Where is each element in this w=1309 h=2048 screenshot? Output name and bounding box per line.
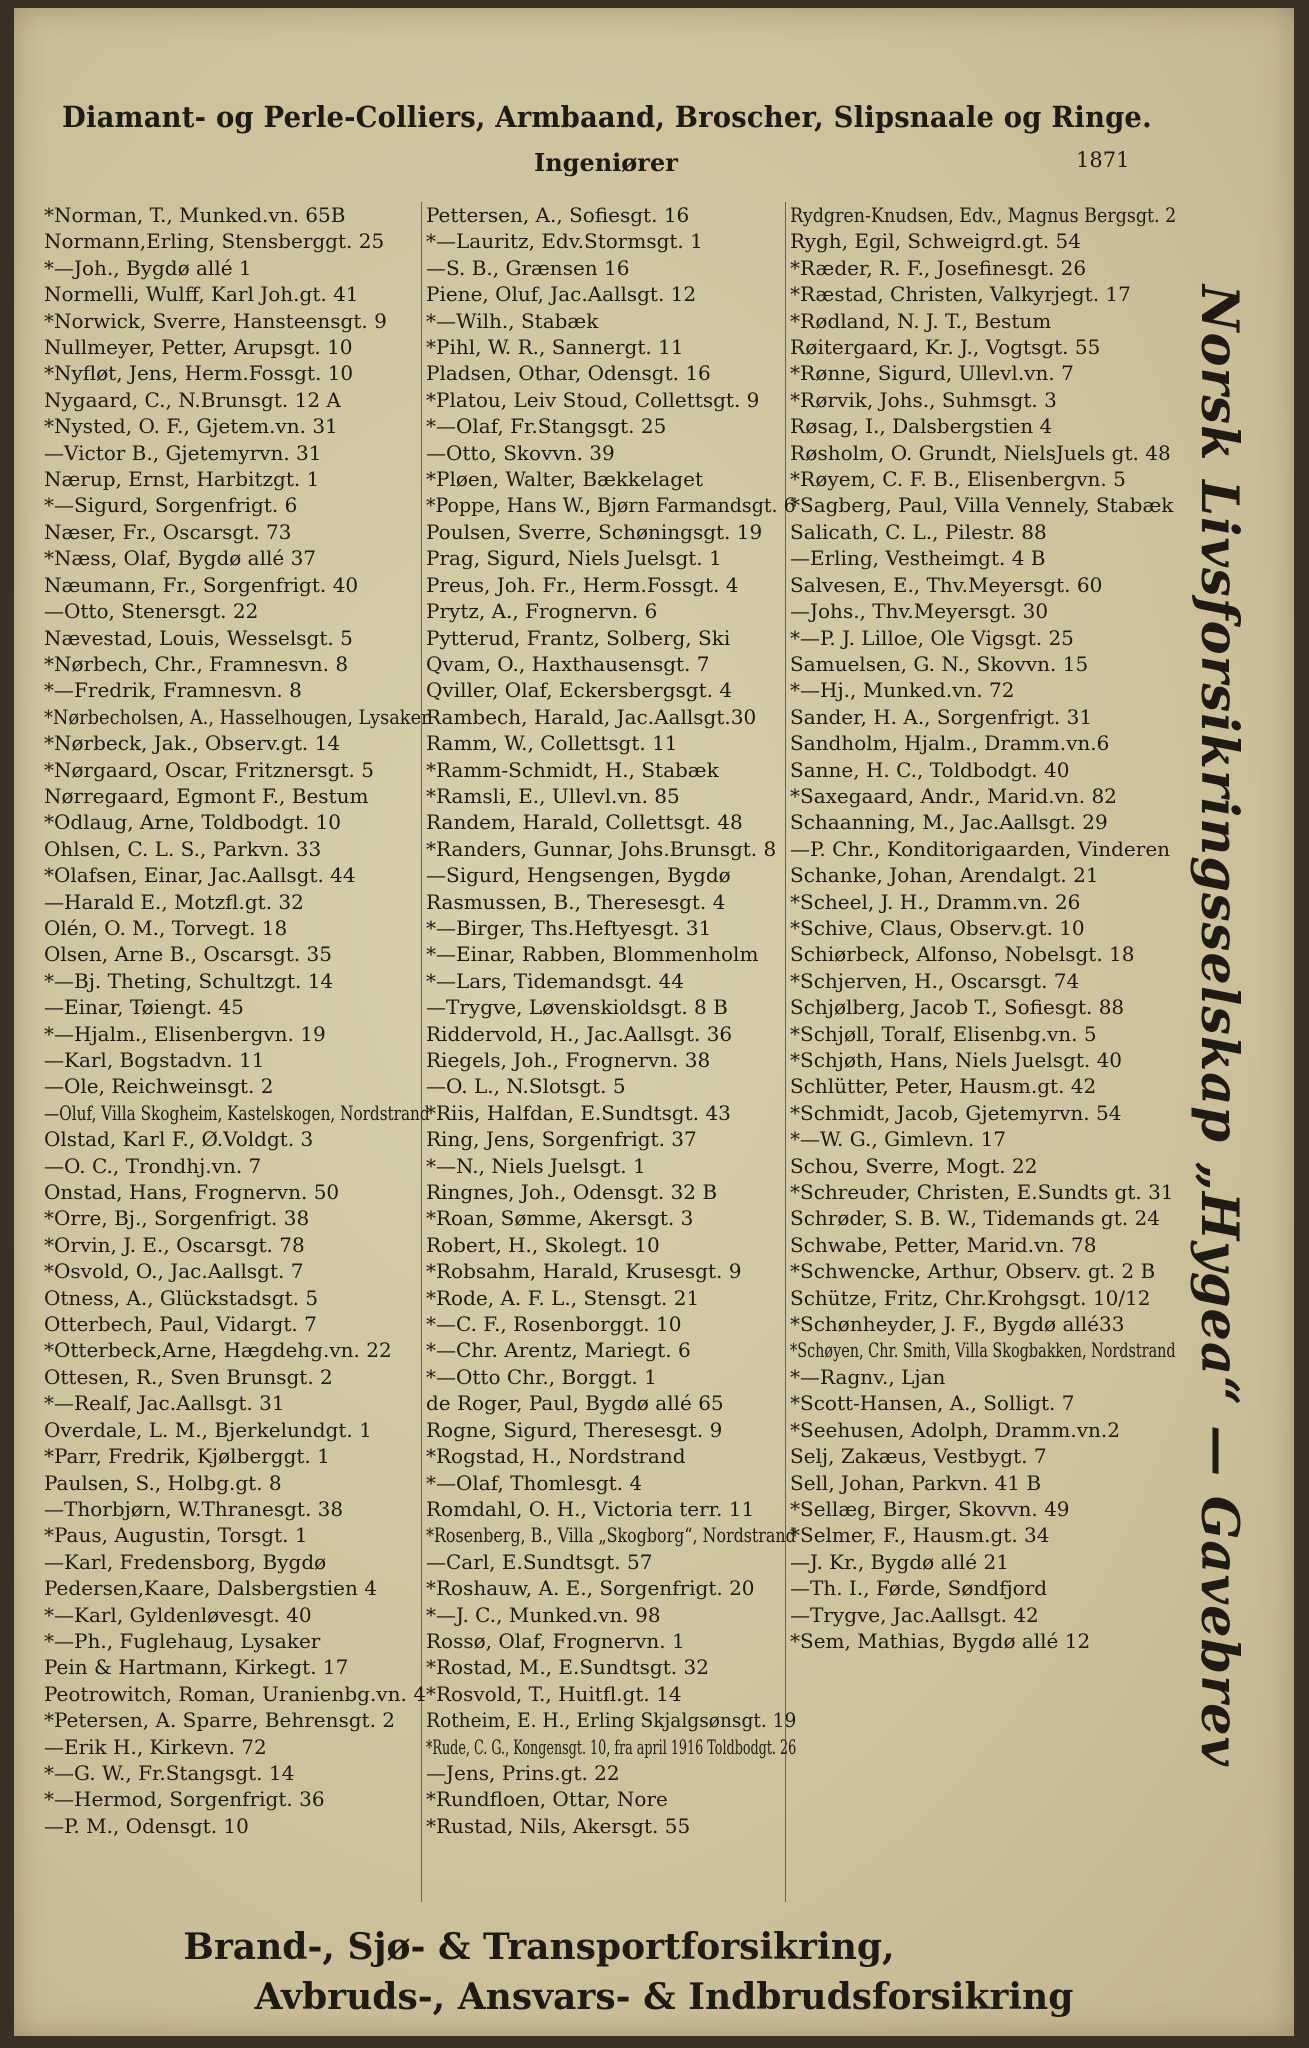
directory-entry: *—Birger, Ths.Heftyesgt. 31: [426, 915, 712, 940]
directory-entry: Olén, O. M., Torvegt. 18: [44, 915, 288, 940]
directory-entry: Ottesen, R., Sven Brunsgt. 2: [44, 1364, 333, 1389]
directory-entry: *Røyem, C. F. B., Elisenbergvn. 5: [790, 467, 1126, 492]
directory-entry: —Sigurd, Hengsengen, Bygdø: [426, 863, 731, 888]
directory-column-1: [44, 202, 430, 1839]
directory-entry: *Pihl, W. R., Sannergt. 11: [426, 335, 684, 360]
directory-entry: *Schmidt, Jacob, Gjetemyrvn. 54: [790, 1100, 1122, 1125]
section-title: Ingeniører: [534, 148, 678, 177]
directory-entry: Røitergaard, Kr. J., Vogtsgt. 55: [790, 335, 1101, 360]
directory-entry: Romdahl, O. H., Victoria terr. 11: [426, 1496, 755, 1521]
directory-entry: —Karl, Bogstadvn. 11: [44, 1048, 265, 1072]
directory-entry: *—Sigurd, Sorgenfrigt. 6: [44, 493, 298, 518]
directory-entry: Rogne, Sigurd, Theresesgt. 9: [426, 1417, 723, 1442]
directory-entry: *Rogstad, H., Nordstrand: [426, 1444, 686, 1469]
directory-entry: Qvam, O., Haxthausensgt. 7: [426, 651, 710, 676]
directory-entry: *Schwencke, Arthur, Observ. gt. 2 B: [790, 1259, 1156, 1284]
directory-entry: *Scheel, J. H., Dramm.vn. 26: [790, 889, 1081, 914]
directory-entry: Olsen, Arne B., Oscarsgt. 35: [44, 942, 332, 967]
directory-entry: Pein & Hartmann, Kirkegt. 17: [44, 1655, 349, 1680]
directory-entry: *—Chr. Arentz, Mariegt. 6: [426, 1338, 691, 1363]
directory-entry: Pytterud, Frantz, Solberg, Ski: [426, 625, 731, 650]
directory-entry: *Nørgaard, Oscar, Fritznersgt. 5: [44, 757, 374, 782]
directory-entry: *Schøyen, Chr. Smith, Villa Skogbakken, Nordstrand: [790, 1338, 1176, 1363]
directory-entry: *Riis, Halfdan, E.Sundtsgt. 43: [426, 1100, 731, 1125]
directory-entry: *Petersen, A. Sparre, Behrensgt. 2: [44, 1708, 396, 1733]
directory-entry: —Otto, Skovvn. 39: [426, 440, 615, 465]
directory-entry: —Victor B., Gjetemyrvn. 31: [44, 440, 322, 465]
directory-entry: *—Lars, Tidemandsgt. 44: [426, 968, 684, 993]
directory-entry: Samuelsen, G. N., Skovvn. 15: [790, 651, 1089, 676]
directory-entry: —P. Chr., Konditorigaarden, Vinderen: [790, 836, 1171, 861]
directory-entry: Næumann, Fr., Sorgenfrigt. 40: [44, 572, 359, 597]
directory-entry: *Osvold, O., Jac.Aallsgt. 7: [44, 1259, 304, 1284]
directory-entry: Røsholm, O. Grundt, NielsJuels gt. 48: [790, 440, 1171, 465]
directory-entry: *Schjøth, Hans, Niels Juelsgt. 40: [790, 1048, 1123, 1072]
directory-entry: *—W. G., Gimlevn. 17: [790, 1127, 1007, 1152]
directory-entry: —Jens, Prins.gt. 22: [426, 1760, 620, 1785]
directory-entry: de Roger, Paul, Bygdø allé 65: [426, 1391, 724, 1416]
directory-entry: Qviller, Olaf, Eckersbergsgt. 4: [426, 678, 733, 703]
top-advertisement: Diamant- og Perle-Colliers, Armbaand, Broscher, Slipsnaale og Ringe.: [62, 100, 1152, 134]
directory-entry: *Saxegaard, Andr., Marid.vn. 82: [790, 783, 1117, 808]
directory-entry: Schwabe, Petter, Marid.vn. 78: [790, 1232, 1097, 1257]
directory-entry: *—N., Niels Juelsgt. 1: [426, 1153, 646, 1178]
directory-entry: *—Otto Chr., Borggt. 1: [426, 1364, 657, 1389]
directory-entry: Schjølberg, Jacob T., Sofiesgt. 88: [790, 995, 1125, 1020]
directory-entry: Rambech, Harald, Jac.Aallsgt.30: [426, 704, 757, 729]
directory-entry: Salicath, C. L., Pilestr. 88: [790, 519, 1047, 544]
directory-entry: Paulsen, S., Holbg.gt. 8: [44, 1470, 282, 1495]
directory-entry: *Norwick, Sverre, Hansteensgt. 9: [44, 308, 387, 333]
directory-entry: Overdale, L. M., Bjerkelundgt. 1: [44, 1417, 372, 1442]
directory-entry: Otterbech, Paul, Vidargt. 7: [44, 1312, 317, 1337]
directory-entry: *Randers, Gunnar, Johs.Brunsgt. 8: [426, 836, 777, 861]
directory-entry: —Thorbjørn, W.Thranesgt. 38: [44, 1496, 344, 1521]
directory-entry: Rasmussen, B., Theresesgt. 4: [426, 889, 726, 914]
directory-entry: Prytz, A., Frognervn. 6: [426, 599, 658, 624]
directory-entry: *Rørvik, Johs., Suhmsgt. 3: [790, 387, 1057, 412]
directory-entry: *Ramsli, E., Ullevl.vn. 85: [426, 783, 680, 808]
directory-entry: *—Lauritz, Edv.Stormsgt. 1: [426, 229, 703, 254]
directory-entry: Otness, A., Glückstadsgt. 5: [44, 1285, 319, 1310]
directory-entry: Riddervold, H., Jac.Aallsgt. 36: [426, 1021, 733, 1046]
directory-entry: *Nørbech, Chr., Framnesvn. 8: [44, 651, 349, 676]
directory-entry: *Næss, Olaf, Bygdø allé 37: [44, 546, 317, 571]
directory-entry: *Pløen, Walter, Bækkelaget: [426, 467, 703, 492]
directory-entry: *Rødland, N. J. T., Bestum: [790, 308, 1052, 333]
directory-entry: Normann,Erling, Stensberggt. 25: [44, 229, 385, 254]
directory-entry: —P. M., Odensgt. 10: [44, 1813, 249, 1838]
directory-entry: Pladsen, Othar, Odensgt. 16: [426, 361, 711, 386]
directory-entry: *Nørbeck, Jak., Observ.gt. 14: [44, 731, 341, 756]
directory-entry: *Schjøll, Toralf, Elisenbg.vn. 5: [790, 1021, 1097, 1046]
directory-entry: Sell, Johan, Parkvn. 41 B: [790, 1470, 1042, 1495]
directory-entry: *Sagberg, Paul, Villa Vennely, Stabæk: [790, 493, 1174, 518]
directory-entry: —Karl, Fredensborg, Bygdø: [44, 1549, 327, 1574]
directory-entry: Prag, Sigurd, Niels Juelsgt. 1: [426, 546, 722, 571]
directory-entry: Schou, Sverre, Mogt. 22: [790, 1153, 1038, 1178]
directory-entry: *Sem, Mathias, Bygdø allé 12: [790, 1628, 1091, 1653]
directory-entry: *Roshauw, A. E., Sorgenfrigt. 20: [426, 1576, 755, 1601]
directory-entry: Nævestad, Louis, Wesselsgt. 5: [44, 625, 353, 650]
directory-entry: Pedersen,Kaare, Dalsbergstien 4: [44, 1576, 377, 1601]
directory-entry: —Erling, Vestheimgt. 4 B: [790, 546, 1046, 571]
directory-entry: —Trygve, Løvenskioldsgt. 8 B: [426, 995, 728, 1020]
directory-entry: —Harald E., Motzfl.gt. 32: [44, 889, 304, 914]
directory-entry: —O. C., Trondhj.vn. 7: [44, 1153, 262, 1178]
directory-entry: *Olafsen, Einar, Jac.Aallsgt. 44: [44, 863, 356, 888]
directory-entry: —Erik H., Kirkevn. 72: [44, 1734, 267, 1759]
directory-entry: Piene, Oluf, Jac.Aallsgt. 12: [426, 282, 697, 307]
directory-entry: —Johs., Thv.Meyersgt. 30: [790, 599, 1049, 624]
directory-entry: *Nysted, O. F., Gjetem.vn. 31: [44, 414, 338, 439]
directory-entry: *Norman, T., Munked.vn. 65B: [44, 203, 346, 227]
directory-entry: Ring, Jens, Sorgenfrigt. 37: [426, 1127, 697, 1152]
directory-entry: *Platou, Leiv Stoud, Collettsgt. 9: [426, 387, 760, 412]
directory-entry: —Carl, E.Sundtsgt. 57: [426, 1549, 653, 1574]
directory-entry: Preus, Joh. Fr., Herm.Fossgt. 4: [426, 572, 739, 597]
directory-entry: *Robsahm, Harald, Krusesgt. 9: [426, 1259, 742, 1284]
directory-entry: *Parr, Fredrik, Kjølberggt. 1: [44, 1444, 330, 1469]
directory-entry: Nørregaard, Egmont F., Bestum: [44, 783, 369, 808]
directory-entry: —S. B., Grænsen 16: [426, 255, 630, 280]
directory-entry: *Schive, Claus, Observ.gt. 10: [790, 915, 1085, 940]
directory-entry: —Oluf, Villa Skogheim, Kastelskogen, Nordstrand: [44, 1100, 430, 1125]
directory-entry: *Rustad, Nils, Akersgt. 55: [426, 1813, 691, 1838]
directory-entry: *—Ph., Fuglehaug, Lysaker: [44, 1628, 321, 1653]
directory-entry: —Trygve, Jac.Aallsgt. 42: [790, 1602, 1039, 1627]
directory-entry: Robert, H., Skolegt. 10: [426, 1232, 660, 1257]
directory-entry: *—G. W., Fr.Stangsgt. 14: [44, 1760, 295, 1785]
directory-entry: *Rostad, M., E.Sundtsgt. 32: [426, 1655, 709, 1680]
directory-entry: Peotrowitch, Roman, Uranienbg.vn. 4: [44, 1681, 426, 1706]
directory-entry: Nullmeyer, Petter, Arupsgt. 10: [44, 335, 353, 360]
directory-entry: *Selmer, F., Hausm.gt. 34: [790, 1523, 1050, 1548]
bottom-advertisement-line-2: Avbruds-, Ansvars- & Indbrudsforsikring: [254, 1976, 1074, 2018]
directory-entry: —O. L., N.Slotsgt. 5: [426, 1074, 626, 1099]
directory-entry: *—J. C., Munked.vn. 98: [426, 1602, 661, 1627]
directory-entry: Sandholm, Hjalm., Dramm.vn.6: [790, 731, 1110, 756]
directory-entry: Ringnes, Joh., Odensgt. 32 B: [426, 1180, 718, 1205]
directory-entry: Rossø, Olaf, Frognervn. 1: [426, 1628, 685, 1653]
directory-entry: —Ole, Reichweinsgt. 2: [44, 1074, 274, 1099]
directory-entry: *—P. J. Lilloe, Ole Vigsgt. 25: [790, 625, 1074, 650]
directory-entry: Schanke, Johan, Arendalgt. 21: [790, 863, 1099, 888]
directory-entry: *—Fredrik, Framnesvn. 8: [44, 678, 302, 703]
directory-entry: Selj, Zakæus, Vestbygt. 7: [790, 1444, 1047, 1469]
directory-entry: *Nyfløt, Jens, Herm.Fossgt. 10: [44, 361, 354, 386]
directory-entry: Pettersen, A., Sofiesgt. 16: [426, 203, 690, 227]
directory-entry: *Rosenberg, B., Villa „Skogborg“, Nordstrand: [426, 1523, 796, 1548]
directory-entry: *Rode, A. F. L., Stensgt. 21: [426, 1285, 700, 1310]
directory-entry: Sanne, H. C., Toldbodgt. 40: [790, 757, 1070, 782]
directory-entry: *Rude, C. G., Kongensgt. 10, fra april 1916 Toldbodgt. 26: [426, 1734, 797, 1759]
directory-entry: *Ræder, R. F., Josefinesgt. 26: [790, 255, 1087, 280]
directory-entry: *Scott-Hansen, A., Solligt. 7: [790, 1391, 1075, 1416]
directory-entry: Onstad, Hans, Frognervn. 50: [44, 1180, 340, 1205]
side-advertisement-text: Norsk Livsforsikringsselskap „Hygea“ — Gavebrev: [1189, 284, 1249, 1768]
directory-entry: *Paus, Augustin, Torsgt. 1: [44, 1523, 308, 1548]
directory-entry: Sander, H. A., Sorgenfrigt. 31: [790, 704, 1093, 729]
directory-entry: *Rosvold, T., Huitfl.gt. 14: [426, 1681, 682, 1706]
directory-entry: Rydgren-Knudsen, Edv., Magnus Bergsgt. 2: [790, 203, 1177, 227]
directory-entry: Rotheim, E. H., Erling Skjalgsønsgt. 19: [426, 1708, 797, 1733]
directory-entry: Nærup, Ernst, Harbitzgt. 1: [44, 467, 320, 492]
side-advertisement: [1184, 276, 1254, 1776]
directory-entry: *Sellæg, Birger, Skovvn. 49: [790, 1496, 1070, 1521]
directory-entry: Schlütter, Peter, Hausm.gt. 42: [790, 1074, 1097, 1099]
directory-entry: Olstad, Karl F., Ø.Voldgt. 3: [44, 1127, 314, 1152]
directory-entry: *Schønheyder, J. F., Bygdø allé33: [790, 1312, 1125, 1337]
directory-entry: Ohlsen, C. L. S., Parkvn. 33: [44, 836, 322, 861]
directory-entry: *—Bj. Theting, Schultzgt. 14: [44, 968, 334, 993]
directory-entry: *Otterbeck,Arne, Hægdehg.vn. 22: [44, 1338, 392, 1363]
directory-entry: Røsag, I., Dalsbergstien 4: [790, 414, 1053, 439]
directory-entry: *Schjerven, H., Oscarsgt. 74: [790, 968, 1080, 993]
directory-entry: —Einar, Tøiengt. 45: [44, 995, 244, 1020]
directory-entry: *Ramm-Schmidt, H., Stabæk: [426, 757, 719, 782]
directory-entry: *—Hermod, Sorgenfrigt. 36: [44, 1787, 325, 1812]
directory-entry: Riegels, Joh., Frognervn. 38: [426, 1048, 711, 1072]
directory-entry: *Schreuder, Christen, E.Sundts gt. 31: [790, 1180, 1174, 1205]
directory-entry: Nygaard, C., N.Brunsgt. 12 A: [44, 387, 341, 412]
directory-entry: Schiørbeck, Alfonso, Nobelsgt. 18: [790, 942, 1135, 967]
directory-entry: *—Hjalm., Elisenbergvn. 19: [44, 1021, 326, 1046]
directory-entry: *—Realf, Jac.Aallsgt. 31: [44, 1391, 285, 1416]
directory-column-2: [426, 202, 796, 1839]
directory-entry: Schaanning, M., Jac.Aallsgt. 29: [790, 810, 1108, 835]
bottom-advertisement: [14, 1922, 1294, 2022]
directory-entry: Poulsen, Sverre, Schøningsgt. 19: [426, 519, 763, 544]
directory-entry: *Rønne, Sigurd, Ullevl.vn. 7: [790, 361, 1074, 386]
directory-entry: *—Joh., Bygdø allé 1: [44, 255, 252, 280]
directory-entry: *Poppe, Hans W., Bjørn Farmandsgt. 6: [426, 493, 796, 518]
directory-entry: Schütze, Fritz, Chr.Krohgsgt. 10/12: [790, 1285, 1151, 1310]
directory-entry: *—Olaf, Fr.Stangsgt. 25: [426, 414, 667, 439]
directory-entry: Ramm, W., Collettsgt. 11: [426, 731, 678, 756]
directory-entry: *Seehusen, Adolph, Dramm.vn.2: [790, 1417, 1120, 1442]
directory-entry: *—Wilh., Stabæk: [426, 308, 599, 333]
directory-entry: Salvesen, E., Thv.Meyersgt. 60: [790, 572, 1103, 597]
directory-entry: —J. Kr., Bygdø allé 21: [790, 1549, 1009, 1574]
directory-entry: Randem, Harald, Collettsgt. 48: [426, 810, 743, 835]
directory-page: [14, 8, 1294, 2036]
directory-entry: *Nørbecholsen, A., Hasselhougen, Lysaker: [44, 704, 430, 729]
directory-entry: *Ræstad, Christen, Valkyrjegt. 17: [790, 282, 1131, 307]
directory-entry: *—Einar, Rabben, Blommenholm: [426, 942, 759, 967]
directory-entry: *—Ragnv., Ljan: [790, 1364, 946, 1389]
directory-entry: Rygh, Egil, Schweigrd.gt. 54: [790, 229, 1081, 254]
page-number: 1871: [1076, 148, 1130, 172]
directory-entry: —Th. I., Førde, Søndfjord: [790, 1576, 1048, 1601]
directory-entry: *Odlaug, Arne, Toldbodgt. 10: [44, 810, 342, 835]
directory-entry: *—Karl, Gyldenløvesgt. 40: [44, 1602, 312, 1627]
directory-entry: *Orvin, J. E., Oscarsgt. 78: [44, 1232, 305, 1257]
directory-entry: *Rundfloen, Ottar, Nore: [426, 1787, 668, 1812]
directory-column-3: [790, 202, 1176, 1654]
directory-entry: Schrøder, S. B. W., Tidemands gt. 24: [790, 1206, 1160, 1231]
directory-entry: Normelli, Wulff, Karl Joh.gt. 41: [44, 282, 359, 307]
directory-entry: *—Hj., Munked.vn. 72: [790, 678, 1015, 703]
directory-entry: *Roan, Sømme, Akersgt. 3: [426, 1206, 694, 1231]
directory-entry: *Orre, Bj., Sorgenfrigt. 38: [44, 1206, 310, 1231]
bottom-advertisement-line-1: Brand-, Sjø- & Transportforsikring,: [183, 1926, 895, 1968]
directory-entry: *—Olaf, Thomlesgt. 4: [426, 1470, 643, 1495]
directory-entry: —Otto, Stenersgt. 22: [44, 599, 259, 624]
directory-entry: *—C. F., Rosenborggt. 10: [426, 1312, 682, 1337]
directory-entry: Næser, Fr., Oscarsgt. 73: [44, 519, 292, 544]
